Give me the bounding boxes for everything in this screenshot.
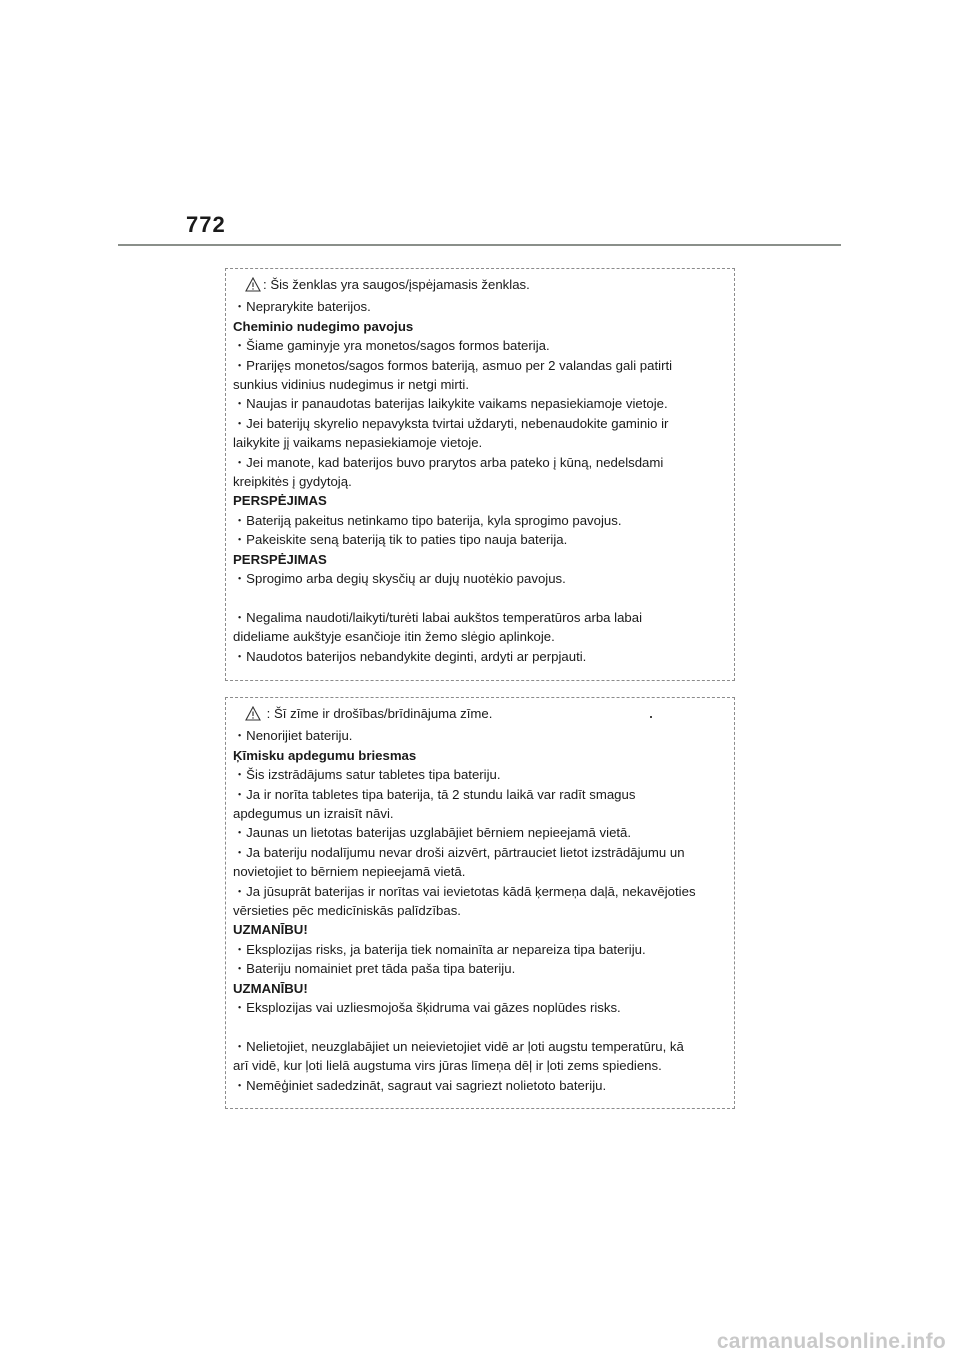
- text-line: dideliame aukštyje esančioje itin žemo slėgio aplinkoje.: [233, 629, 555, 645]
- text-line: ・Šiame gaminyje yra monetos/sagos formos baterija.: [233, 338, 550, 354]
- warning-heading-text: : Šis ženklas yra saugos/įspėjamasis ženklas.: [263, 277, 530, 292]
- text-line: ・Neprarykite baterijos.: [233, 299, 371, 315]
- text-line: ・Eksplozijas risks, ja baterija tiek nomainīta ar nepareiza tipa bateriju.: [233, 941, 646, 957]
- text-line: ・Jei manote, kad baterijos buvo prarytos arba pateko į kūną, nedelsdami: [233, 454, 664, 470]
- warning-box-latvian: [225, 697, 735, 1109]
- text-line: ・Šis izstrādājums satur tabletes tipa bateriju.: [233, 767, 501, 783]
- text-line: vērsieties pēc medicīniskās palīdzības.: [233, 903, 461, 919]
- warning-lines: [233, 726, 728, 1095]
- text-line: apdegumus un izraisīt nāvi.: [233, 806, 394, 822]
- warning-lines: [233, 297, 728, 666]
- text-line: kreipkitės į gydytoją.: [233, 474, 352, 490]
- section-heading: UZMANĪBU!: [233, 922, 308, 938]
- text-line: sunkius vidinius nudegimus ir netgi mirti.: [233, 377, 470, 393]
- text-line: ・Sprogimo arba degių skysčių ar dujų nuotėkio pavojus.: [233, 571, 566, 587]
- watermark-text: carmanualsonline.info: [716, 1330, 946, 1353]
- text-line: ・Bateriju nomainiet pret tāda paša tipa bateriju.: [233, 961, 516, 977]
- warning-box-lithuanian: [225, 268, 735, 681]
- warning-triangle-icon: [245, 277, 261, 297]
- text-line: ・Pakeiskite seną bateriją tik to paties tipo nauja baterija.: [233, 532, 568, 548]
- text-line: ・Bateriją pakeitus netinkamo tipo baterija, kyla sprogimo pavojus.: [233, 512, 622, 528]
- text-line: ・Ja ir norīta tabletes tipa baterija, tā 2 stundu laikā var radīt smagus: [233, 786, 636, 802]
- text-line: ・Naujas ir panaudotas baterijas laikykite vaikams nepasiekiamoje vietoje.: [233, 396, 668, 412]
- text-line: ・Jei baterijų skyrelio nepavyksta tvirtai uždaryti, nebenaudokite gaminio ir: [233, 415, 669, 431]
- warning-triangle-icon: [245, 706, 261, 726]
- warning-heading: [233, 275, 728, 297]
- text-line: arī vidē, kur ļoti lielā augstuma virs jūras līmeņa dēļ ir ļoti zems spiediens.: [233, 1058, 662, 1074]
- text-line: ・Jaunas un lietotas baterijas uzglabājiet bērniem nepieejamā vietā.: [233, 825, 632, 841]
- section-heading: UZMANĪBU!: [233, 980, 308, 996]
- text-line: ・Nemēģiniet sadedzināt, sagraut vai sagriezt nolietoto bateriju.: [233, 1077, 607, 1093]
- text-line: laikykite jį vaikams nepasiekiamoje vietoje.: [233, 435, 483, 451]
- warning-heading: [233, 704, 728, 726]
- header-divider: [118, 244, 841, 246]
- blank-line: [233, 589, 728, 608]
- text-line: ・Prarijęs monetos/sagos formos bateriją, asmuo per 2 valandas gali patirti: [233, 357, 673, 373]
- blank-line: [233, 1018, 728, 1037]
- warning-heading-text: : Šī zīme ir drošības/brīdinājuma zīme.: [263, 706, 493, 721]
- text-line: ・Nenorijiet bateriju.: [233, 728, 353, 744]
- section-heading: PERSPĖJIMAS: [233, 551, 327, 567]
- text-line: ・Nelietojiet, neuzglabājiet un neievietojiet vidē ar ļoti augstu temperatūru, kā: [233, 1038, 684, 1054]
- text-line: novietojiet to bērniem nepieejamā vietā.: [233, 864, 466, 880]
- page-number: 772: [186, 212, 226, 237]
- text-line: ・Negalima naudoti/laikyti/turėti labai aukštos temperatūros arba labai: [233, 609, 643, 625]
- text-line: ・Naudotos baterijos nebandykite deginti, ardyti ar perpjauti.: [233, 648, 587, 664]
- section-heading: PERSPĖJIMAS: [233, 493, 327, 509]
- text-line: ・Eksplozijas vai uzliesmojoša šķidruma vai gāzes noplūdes risks.: [233, 1000, 621, 1016]
- section-heading: Ķīmisku apdegumu briesmas: [233, 747, 417, 763]
- text-line: ・Ja jūsuprāt baterijas ir norītas vai ievietotas kādā ķermeņa daļā, nekavējoties: [233, 883, 696, 899]
- section-heading: Cheminio nudegimo pavojus: [233, 318, 414, 334]
- text-line: ・Ja bateriju nodalījumu nevar droši aizvērt, pārtrauciet lietot izstrādājumu un: [233, 844, 685, 860]
